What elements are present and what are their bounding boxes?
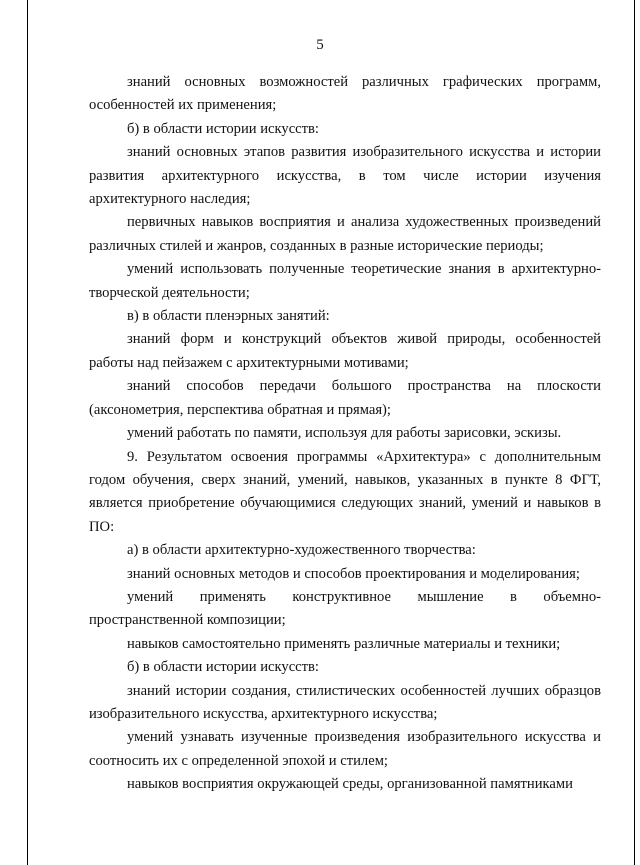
paragraph: 9. Результатом освоения программы «Архитектура» с дополнительным годом обучения, сверх знаний, умений, навыков, указанных в пункте 8 ФГТ, является приобретение обучающимися следующих знаний, умений и навыков в ПО:	[89, 448, 601, 535]
page-number: 5	[316, 37, 324, 53]
paragraph: знаний основных этапов развития изобразительного искусства и истории развития архитектурного искусства, в том числе истории изучения архитектурного наследия;	[89, 144, 601, 208]
paragraph: знаний способов передачи большого пространства на плоскости (аксонометрия, перспектива обратная и прямая);	[89, 378, 601, 418]
paragraph: умений узнавать изученные произведения изобразительного искусства и соотносить их с определенной эпохой и стилем;	[89, 729, 601, 769]
paragraph: знаний форм и конструкций объектов живой природы, особенностей работы над пейзажем с архитектурными мотивами;	[89, 331, 601, 371]
paragraph: знаний основных методов и способов проектирования и моделирования;	[127, 565, 580, 582]
paragraph: б) в области истории искусств:	[127, 120, 319, 137]
paragraph: навыков восприятия окружающей среды, организованной памятниками	[127, 776, 573, 793]
paragraph: б) в области истории искусств:	[127, 659, 319, 676]
paragraph: знаний истории создания, стилистических особенностей лучших образцов изобразительного искусства, архитектурного искусства;	[89, 682, 601, 722]
document-body	[89, 71, 601, 797]
paragraph: в) в области пленэрных занятий:	[127, 308, 330, 325]
paragraph: навыков самостоятельно применять различные материалы и техники;	[127, 635, 561, 652]
paragraph: первичных навыков восприятия и анализа художественных произведений различных стилей и жанров, созданных в разные исторические периоды;	[89, 214, 601, 254]
paragraph: умений использовать полученные теоретические знания в архитектурно-творческой деятельности;	[89, 261, 601, 301]
paragraph: а) в области архитектурно-художественного творчества:	[127, 542, 476, 559]
scan-border-right	[634, 0, 635, 865]
paragraph: умений работать по памяти, используя для работы зарисовки, эскизы.	[127, 425, 562, 442]
scan-border-left	[27, 0, 28, 865]
paragraph: знаний основных возможностей различных графических программ, особенностей их применения;	[89, 74, 601, 114]
paragraph: умений применять конструктивное мышление в объемно-пространственной композиции;	[89, 588, 601, 629]
